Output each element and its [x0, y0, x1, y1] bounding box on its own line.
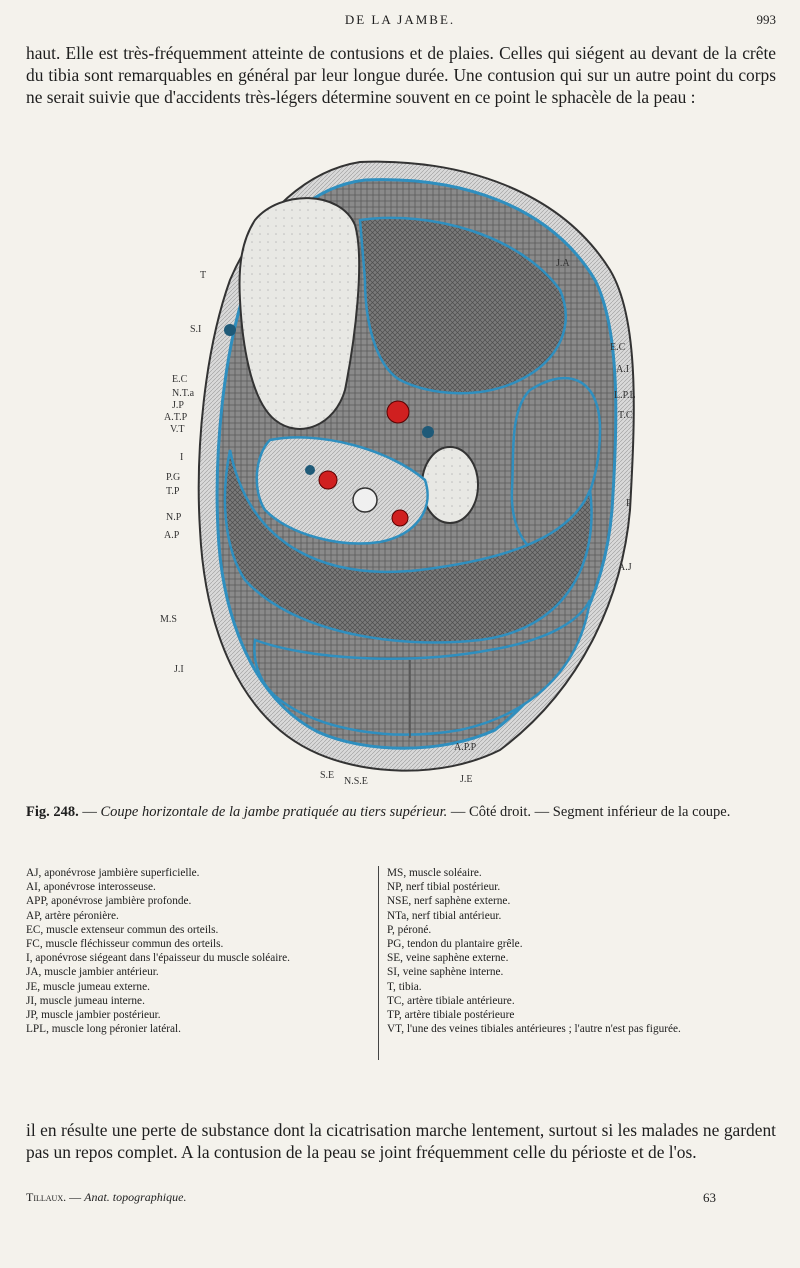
legend-item: LPL, muscle long péronier latéral. [26, 1023, 181, 1036]
artery-posterior-tibial [319, 471, 337, 489]
page-footer [26, 1190, 776, 1210]
label-JI: J.I [174, 664, 184, 675]
legend-item: T, tibia. [387, 980, 422, 993]
vein-tibial-posterior [305, 465, 315, 475]
label-EC-left: E.C [172, 374, 188, 385]
figure-caption: Fig. 248. — Coupe horizontale de la jambe pratiquée au tiers supérieur. — Côté droit. — Segment inférieur de la coupe. [26, 804, 731, 820]
label-MS: M.S [160, 614, 177, 625]
label-APP: A.P.P [454, 742, 477, 753]
label-NSE: N.S.E [344, 776, 368, 787]
label-P: P [626, 498, 632, 509]
label-VT: V.T [170, 424, 185, 435]
cross-section-illustration [160, 150, 660, 790]
page-number: 993 [756, 12, 776, 27]
footer-work: Anat. topographique. [84, 1190, 187, 1204]
legend-item: NTa, nerf tibial antérieur. [387, 909, 502, 922]
artery-peroneal [392, 510, 408, 526]
label-NTa: N.T.a [172, 388, 195, 399]
label-TC: T.C [618, 410, 633, 421]
label-EC-right: E.C [610, 342, 626, 353]
legend-item: EC, muscle extenseur commun des orteils. [26, 923, 219, 936]
legend-item: VT, l'une des veines tibiales antérieures ; l'autre n'est pas figurée. [387, 1023, 681, 1036]
label-AI: A.I [616, 364, 630, 375]
figure-title: Coupe horizontale de la jambe pratiquée au tiers supérieur. [100, 804, 448, 820]
label-T: T [200, 270, 207, 281]
footer-author: Tillaux. [26, 1190, 67, 1204]
label-JE: J.E [460, 774, 473, 785]
legend-item: PG, tendon du plantaire grêle. [387, 938, 523, 951]
label-AP: A.P [164, 530, 180, 541]
legend-item: AP, artère péronière. [26, 909, 119, 922]
legend-item: NSE, nerf saphène externe. [387, 895, 511, 908]
legend-item: MS, muscle soléaire. [387, 867, 482, 879]
tibia-bone [240, 198, 360, 429]
label-ATP: A.T.P [164, 412, 188, 423]
label-SI: S.I [190, 324, 202, 335]
legend-item: JA, muscle jambier antérieur. [26, 966, 159, 979]
legend-item: AI, aponévrose interosseuse. [26, 881, 156, 894]
legend-item: NP, nerf tibial postérieur. [387, 881, 501, 894]
running-title: DE LA JAMBE. [344, 12, 456, 27]
vein-saphenous-internal [224, 324, 236, 336]
label-I: I [180, 452, 184, 463]
legend-item: JE, muscle jumeau externe. [26, 980, 150, 993]
paragraph-bottom: il en résulte une perte de substance dont la cicatrisation marche lentement, surtout si les malades ne gardent pas un repos complet. A la contusion de la peau se joint fréquemment celle du périoste et de l'os. [26, 1120, 776, 1162]
label-JP: J.P [172, 400, 184, 411]
legend-column-left [26, 866, 366, 1036]
label-AJ: A.J [618, 562, 632, 573]
running-head [0, 10, 800, 32]
footer-citation: Tillaux. — Anat. topographique. [26, 1190, 187, 1204]
legend-item: TP, artère tibiale postérieure [387, 1009, 515, 1022]
figure-legend [26, 866, 776, 1106]
label-TP: T.P [166, 486, 180, 497]
label-JA: J.A [556, 258, 570, 269]
figure-leg-cross-section [160, 150, 660, 790]
footer-signature: 63 [703, 1190, 716, 1205]
legend-item: SE, veine saphène externe. [387, 952, 509, 965]
legend-item: I, aponévrose siégeant dans l'épaisseur du muscle soléaire. [26, 952, 290, 965]
nerve-tibial-posterior [353, 488, 377, 512]
legend-item: JI, muscle jumeau interne. [26, 994, 145, 1007]
legend-item: SI, veine saphène interne. [387, 966, 504, 979]
legend-item: P, péroné. [387, 923, 432, 936]
label-LPL: L.P.L [614, 390, 636, 401]
label-PG: P.G [166, 472, 181, 483]
legend-item: FC, muscle fléchisseur commun des orteils. [26, 938, 224, 951]
figure-number: Fig. 248. [26, 804, 79, 820]
legend-item: AJ, aponévrose jambière superficielle. [26, 867, 200, 879]
legend-column-right [378, 866, 785, 1060]
label-NP: N.P [166, 512, 182, 523]
fibula-bone [422, 447, 478, 523]
figure-caption-rest: — Côté droit. — Segment inférieur de la coupe. [450, 804, 731, 820]
vein-anterior-tibial [422, 426, 434, 438]
paragraph-top: haut. Elle est très-fréquemment atteinte de contusions et de plaies. Celles qui siégent au devant de la crête du tibia sont remarquables en général par leur longue durée. Une contusion qui sur un autre point du corps ne serait suivie que d'accidents très-légers détermine souvent en ce point le sphacèle de la peau : [26, 43, 776, 107]
legend-item: TC, artère tibiale antérieure. [387, 994, 515, 1007]
label-SE: S.E [320, 770, 335, 781]
legend-item: JP, muscle jambier postérieur. [26, 1009, 161, 1022]
artery-anterior-tibial [387, 401, 409, 423]
legend-item: APP, aponévrose jambière profonde. [26, 895, 192, 908]
